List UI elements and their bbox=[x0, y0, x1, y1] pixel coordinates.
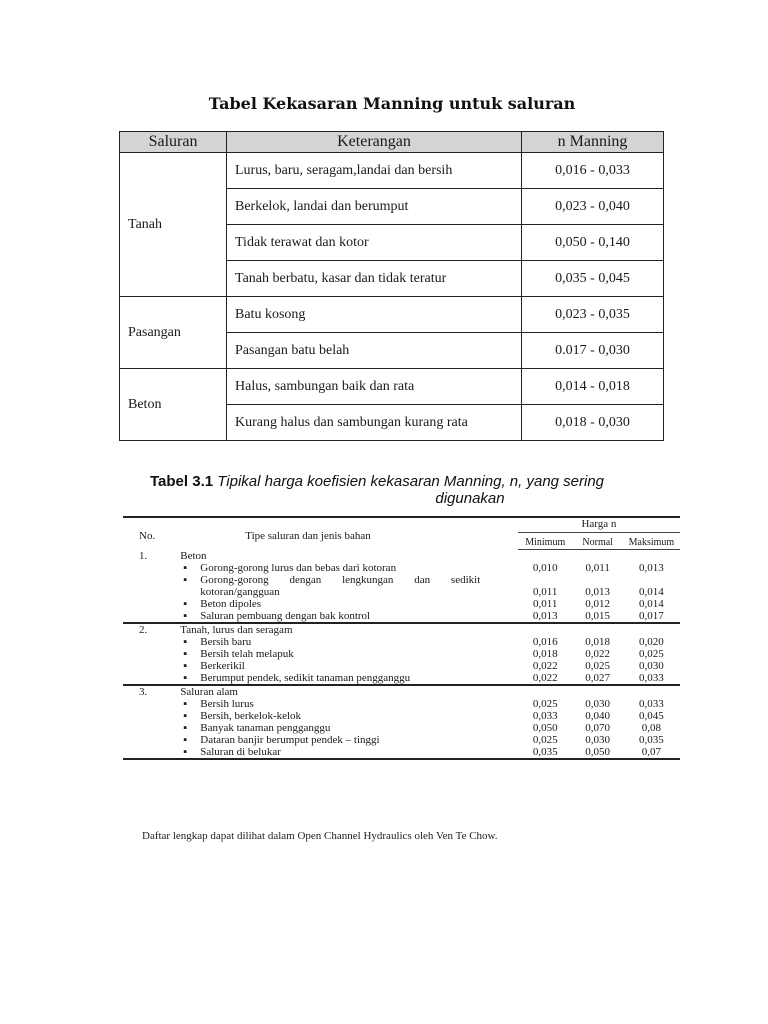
section-row bbox=[123, 550, 680, 563]
table2-caption bbox=[150, 473, 670, 507]
bullet-icon: ▪ bbox=[183, 746, 188, 758]
bullet-icon: ▪ bbox=[183, 722, 188, 734]
row-desc: Halus, sambungan baik dan rata bbox=[227, 369, 522, 405]
item-desc: Saluran pembuang dengan bak kontrol bbox=[200, 610, 371, 622]
row-n-value: 0,023 - 0,040 bbox=[522, 189, 664, 225]
item-desc: Berumput pendek, sedikit tanaman pengganggu bbox=[200, 672, 411, 684]
item-desc: Berkerikil bbox=[200, 660, 245, 672]
item-min: 0,025 bbox=[532, 698, 558, 710]
item-normal: 0,050 bbox=[573, 746, 623, 759]
item-normal: 0,030 bbox=[585, 698, 611, 710]
item-max: 0,025 bbox=[639, 648, 664, 660]
section-name: Tanah, lurus dan seragam bbox=[170, 623, 680, 636]
header-type: Tipe saluran dan jenis bahan bbox=[170, 517, 518, 550]
item-min: 0,025 bbox=[532, 734, 558, 746]
table-row bbox=[120, 153, 664, 189]
item-min: 0,050 bbox=[532, 722, 558, 734]
item-max: 0,020 bbox=[639, 636, 664, 648]
item-normal: 0,011 bbox=[585, 562, 610, 574]
table1-title: Tabel Kekasaran Manning untuk saluran bbox=[208, 94, 576, 113]
item-max: 0,013 bbox=[639, 562, 664, 574]
bullet-icon: ▪ bbox=[183, 610, 188, 622]
row-desc: Lurus, baru, seragam,landai dan bersih bbox=[227, 153, 522, 189]
row-n-value: 0,018 - 0,030 bbox=[522, 405, 664, 441]
bullet-icon: ▪ bbox=[183, 648, 188, 660]
item-max: 0,08 bbox=[641, 722, 662, 734]
item-min: 0,011 bbox=[533, 586, 558, 598]
row-desc: Kurang halus dan sambungan kurang rata bbox=[227, 405, 522, 441]
item-max: 0,014 bbox=[639, 598, 664, 610]
section-row bbox=[123, 623, 680, 636]
table-row bbox=[123, 562, 680, 574]
item-desc: Saluran di belukar bbox=[200, 746, 281, 758]
bullet-icon: ▪ bbox=[183, 562, 188, 574]
bullet-icon: ▪ bbox=[183, 710, 188, 722]
header-harga-n: Harga n bbox=[518, 517, 680, 533]
group-tanah: Tanah bbox=[120, 153, 227, 297]
table-row bbox=[123, 598, 680, 610]
table-row bbox=[123, 672, 680, 685]
item-normal: 0,022 bbox=[585, 648, 611, 660]
item-desc: Beton dipoles bbox=[200, 598, 262, 610]
item-normal: 0,025 bbox=[585, 660, 611, 672]
item-min: 0,011 bbox=[533, 598, 558, 610]
item-desc: Banyak tanaman pengganggu bbox=[200, 722, 331, 734]
section-name: Saluran alam bbox=[170, 685, 680, 698]
item-normal: 0,027 bbox=[585, 672, 611, 684]
item-max: 0,033 bbox=[639, 698, 664, 710]
section-no: 1. bbox=[139, 549, 148, 562]
group-beton: Beton bbox=[120, 369, 227, 441]
table-row bbox=[123, 734, 680, 746]
bullet-icon: ▪ bbox=[183, 672, 188, 684]
item-max: 0,07 bbox=[623, 746, 680, 759]
item-min: 0,022 bbox=[532, 672, 558, 684]
section-no: 2. bbox=[123, 623, 170, 636]
section-no: 3. bbox=[123, 685, 170, 698]
bullet-icon: ▪ bbox=[183, 598, 188, 610]
bullet-icon: ▪ bbox=[183, 660, 188, 672]
row-n-value: 0,050 - 0,140 bbox=[522, 225, 664, 261]
item-desc: Bersih, berkelok-kelok bbox=[200, 710, 302, 722]
item-desc: Bersih telah melapuk bbox=[200, 648, 294, 660]
row-desc: Tanah berbatu, kasar dan tidak teratur bbox=[227, 261, 522, 297]
item-max: 0,014 bbox=[639, 586, 664, 598]
row-desc: Tidak terawat dan kotor bbox=[227, 225, 522, 261]
table-row bbox=[120, 297, 664, 333]
table-row bbox=[123, 574, 680, 598]
table-row bbox=[123, 722, 680, 734]
table2-footnote: Daftar lengkap dapat dilihat dalam Open Channel Hydraulics oleh Ven Te Chow. bbox=[142, 830, 498, 842]
item-min: 0,035 bbox=[518, 746, 573, 759]
row-n-value: 0,016 - 0,033 bbox=[522, 153, 664, 189]
manning-table bbox=[119, 131, 664, 441]
item-normal: 0,070 bbox=[585, 722, 611, 734]
item-max: 0,017 bbox=[639, 610, 664, 622]
bullet-icon: ▪ bbox=[183, 698, 188, 710]
bullet-icon: ▪ bbox=[183, 574, 188, 586]
item-normal: 0,013 bbox=[585, 586, 611, 598]
bullet-icon: ▪ bbox=[183, 734, 188, 746]
section-name: Beton bbox=[180, 550, 207, 562]
item-normal: 0,015 bbox=[585, 610, 611, 622]
item-desc: Dataran banjir berumput pendek – tinggi bbox=[200, 734, 380, 746]
header-keterangan: Keterangan bbox=[227, 132, 522, 153]
table1-header-row bbox=[120, 132, 664, 153]
item-desc: Bersih lurus bbox=[200, 698, 254, 710]
row-desc: Pasangan batu belah bbox=[227, 333, 522, 369]
manning-coefficient-table bbox=[123, 516, 680, 760]
table-row bbox=[123, 698, 680, 710]
caption-label: Tabel 3.1 bbox=[150, 473, 214, 490]
item-normal: 0,018 bbox=[585, 636, 611, 648]
bullet-icon: ▪ bbox=[183, 636, 188, 648]
table-row bbox=[123, 636, 680, 648]
header-max: Maksimum bbox=[623, 533, 680, 550]
header-normal: Normal bbox=[573, 533, 623, 550]
item-min: 0,013 bbox=[532, 610, 558, 622]
item-normal: 0,040 bbox=[585, 710, 611, 722]
row-n-value: 0,014 - 0,018 bbox=[522, 369, 664, 405]
row-n-value: 0.017 - 0,030 bbox=[522, 333, 664, 369]
row-n-value: 0,035 - 0,045 bbox=[522, 261, 664, 297]
item-max: 0,033 bbox=[639, 672, 664, 684]
section-row bbox=[123, 685, 680, 698]
table-row bbox=[123, 648, 680, 660]
group-pasangan: Pasangan bbox=[120, 297, 227, 369]
item-max: 0,045 bbox=[639, 710, 664, 722]
item-min: 0,022 bbox=[532, 660, 558, 672]
item-max: 0,030 bbox=[639, 660, 664, 672]
header-n-manning: n Manning bbox=[522, 132, 664, 153]
header-min: Minimum bbox=[518, 533, 573, 550]
item-desc: Bersih baru bbox=[200, 636, 252, 648]
item-min: 0,010 bbox=[532, 562, 558, 574]
item-min: 0,018 bbox=[532, 648, 558, 660]
table-row bbox=[123, 610, 680, 623]
table-row bbox=[123, 660, 680, 672]
item-min: 0,016 bbox=[532, 636, 558, 648]
caption-text: Tipikal harga koefisien kekasaran Manning, n, yang sering bbox=[217, 473, 605, 490]
row-desc: Batu kosong bbox=[227, 297, 522, 333]
item-desc: Gorong-gorong dengan lengkungan dan sedikit kotoran/gangguan bbox=[200, 574, 481, 598]
row-n-value: 0,023 - 0,035 bbox=[522, 297, 664, 333]
table-row bbox=[120, 369, 664, 405]
header-saluran: Saluran bbox=[120, 132, 227, 153]
table-row bbox=[123, 710, 680, 722]
row-desc: Berkelok, landai dan berumput bbox=[227, 189, 522, 225]
item-min: 0,033 bbox=[532, 710, 558, 722]
table-row bbox=[123, 746, 680, 759]
item-normal: 0,012 bbox=[585, 598, 611, 610]
item-desc: Gorong-gorong lurus dan bebas dari kotoran bbox=[200, 562, 397, 574]
header-no: No. bbox=[123, 517, 170, 550]
item-max: 0,035 bbox=[639, 734, 664, 746]
item-normal: 0,030 bbox=[585, 734, 611, 746]
table2-header-row bbox=[123, 517, 680, 533]
caption-text-line2: digunakan bbox=[435, 490, 505, 507]
